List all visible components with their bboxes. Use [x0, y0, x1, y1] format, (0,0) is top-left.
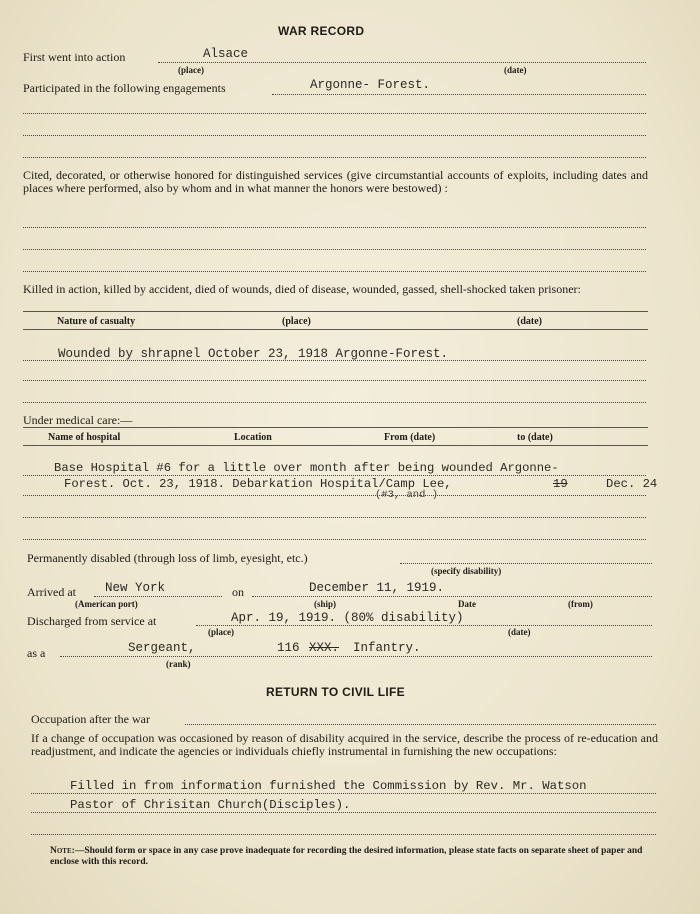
- engagements-line-3: [23, 135, 646, 136]
- casualty-label: Killed in action, killed by accident, died of wounds, died of disease, wounded, gassed, shell-shocked taken prisoner:: [23, 282, 581, 296]
- arrival-label-at: Arrived at: [27, 585, 76, 599]
- discharge-place-caption: (place): [208, 627, 234, 637]
- medical-entry-line2[interactable]: Forest. Oct. 23, 1918. Debarkation Hospital/Camp Lee,: [64, 477, 452, 491]
- first-action-place-caption: (place): [178, 65, 204, 75]
- medical-entry-line2-end[interactable]: Dec. 24: [606, 477, 658, 491]
- footer-note-text: —Should form or space in any case prove inadequate for recording the desired information, please state facts on separate sheet of paper and enclose with this record.: [50, 846, 643, 867]
- engagements-line-4: [23, 157, 646, 158]
- medical-label: Under medical care:—: [23, 413, 133, 427]
- casualty-col-date: (date): [517, 316, 542, 327]
- occupation-line: [185, 724, 656, 725]
- medical-header-rule-bottom: [23, 445, 648, 446]
- rank-label: as a: [27, 646, 46, 660]
- rank-unit-end[interactable]: Infantry.: [353, 641, 421, 655]
- engagements-line-2: [23, 113, 646, 114]
- medical-line-4: [23, 539, 646, 540]
- medical-header-rule-top: [23, 427, 648, 428]
- disabled-label: Permanently disabled (through loss of limb, eyesight, etc.): [27, 551, 308, 565]
- rank-unit[interactable]: 116: [277, 641, 300, 655]
- first-action-date-caption: (date): [504, 65, 527, 75]
- disabled-line: [400, 563, 652, 564]
- medical-col-hospital: Name of hospital: [48, 432, 121, 443]
- occupation-change-label: If a change of occupation was occasioned by reason of disability acquired in the service, describe the process of re-education and readjustment, and indicate the agencies or individuals chiefly instrumental in furnishing the new occupations:: [31, 731, 658, 758]
- arrival-from-caption: (from): [568, 599, 593, 609]
- citations-label: Cited, decorated, or otherwise honored for distinguished services (give circumstantial accounts of exploits, including dates and places where performed, also by whom and in what manner the honors were bestowed) :: [23, 168, 648, 195]
- medical-col-location: Location: [234, 432, 272, 443]
- casualty-line-2: [23, 380, 646, 381]
- civil-entry-1[interactable]: Filled in from information furnished the Commission by Rev. Mr. Watson: [70, 779, 587, 793]
- rank-line: [60, 656, 652, 657]
- rank-unit-struck: XXX.: [309, 641, 340, 655]
- civil-life-title: RETURN TO CIVIL LIFE: [266, 685, 405, 699]
- civil-entry-line-1: [31, 793, 656, 794]
- first-action-label: First went into action: [23, 50, 126, 64]
- casualty-entry[interactable]: Wounded by shrapnel October 23, 1918 Argonne-Forest.: [58, 347, 449, 361]
- medical-line-2: [23, 495, 646, 496]
- medical-entry-line1[interactable]: Base Hospital #6 for a little over month after being wounded Argonne-: [54, 461, 559, 475]
- engagements-value[interactable]: Argonne- Forest.: [310, 78, 431, 92]
- arrival-port-caption: (American port): [75, 599, 138, 609]
- discharge-label: Discharged from service at: [27, 614, 157, 628]
- discharge-date-caption: (date): [508, 627, 531, 637]
- casualty-col-place: (place): [282, 316, 311, 327]
- rank-caption: (rank): [166, 659, 191, 669]
- arrival-date-line: [252, 596, 652, 597]
- occupation-label: Occupation after the war: [31, 712, 150, 726]
- first-action-value[interactable]: Alsace: [203, 47, 249, 61]
- engagements-label: Participated in the following engagements: [23, 81, 226, 95]
- civil-entry-line-3: [31, 834, 656, 835]
- engagements-line-1: [272, 94, 646, 95]
- footer-note: [50, 846, 665, 868]
- arrival-date-caption: Date: [458, 599, 476, 609]
- rank-value[interactable]: Sergeant,: [128, 641, 196, 655]
- casualty-col-nature: Nature of casualty: [57, 316, 136, 327]
- discharge-line: [196, 625, 652, 626]
- arrival-ship-caption: (ship): [314, 599, 337, 609]
- citations-line-3: [23, 271, 646, 272]
- medical-entry-insert: (#3, and ): [375, 489, 439, 501]
- disabled-caption: (specify disability): [431, 566, 502, 576]
- war-record-title: WAR RECORD: [278, 24, 365, 38]
- first-action-line: [158, 62, 646, 63]
- casualty-line-3: [23, 402, 646, 403]
- civil-entry-2[interactable]: Pastor of Chrisitan Church(Disciples).: [70, 798, 351, 812]
- citations-line-1: [23, 227, 646, 228]
- medical-line-1: [23, 475, 646, 476]
- arrival-port-line: [94, 596, 222, 597]
- arrival-label-on: on: [232, 585, 244, 599]
- discharge-value[interactable]: Apr. 19, 1919. (80% disability): [231, 611, 464, 625]
- footer-note-lead: Note:: [50, 846, 75, 856]
- civil-entry-line-2: [31, 812, 656, 813]
- citations-line-2: [23, 249, 646, 250]
- arrival-port[interactable]: New York: [105, 581, 166, 595]
- medical-col-from: From (date): [384, 432, 436, 443]
- medical-col-to: to (date): [517, 432, 553, 443]
- arrival-date[interactable]: December 11, 1919.: [309, 581, 445, 595]
- casualty-header-rule-top: [23, 311, 648, 312]
- medical-line-3: [23, 517, 646, 518]
- casualty-header-rule-bottom: [23, 329, 648, 330]
- medical-entry-struck-year: 19: [553, 477, 568, 491]
